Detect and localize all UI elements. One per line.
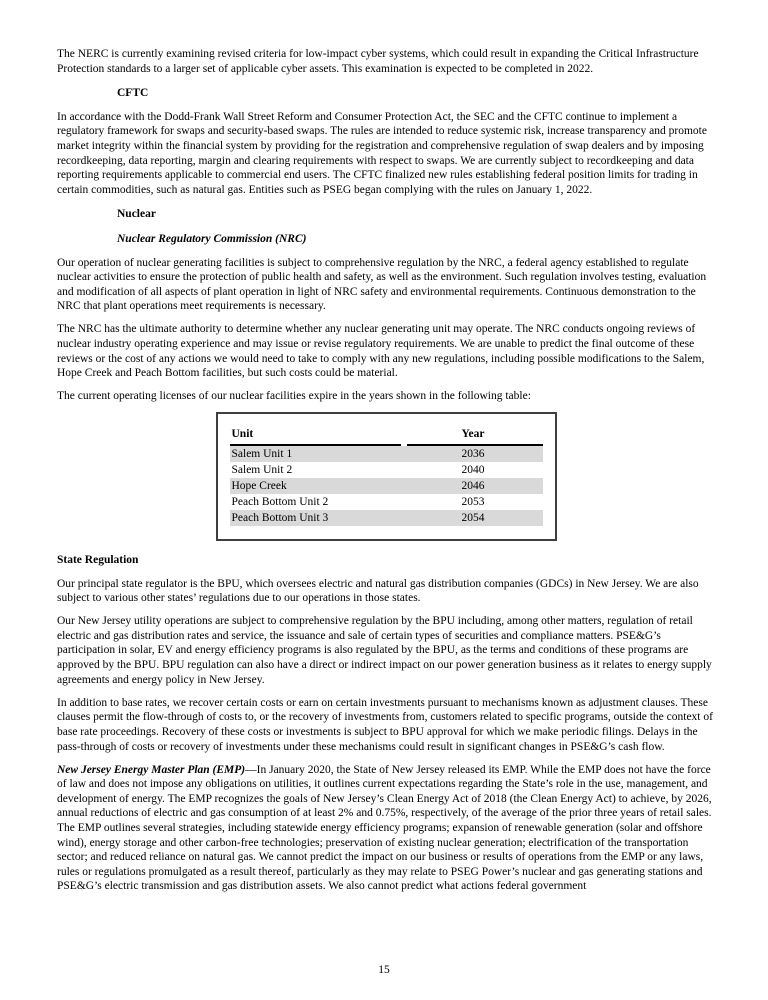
table-row bbox=[230, 446, 543, 462]
year-cell: 2036 bbox=[461, 447, 485, 460]
unit-cell: Peach Bottom Unit 3 bbox=[231, 511, 329, 524]
heading-nrc: Nuclear Regulatory Commission (NRC) bbox=[117, 232, 307, 245]
license-expiration-table bbox=[216, 412, 557, 541]
para-emp bbox=[57, 763, 715, 894]
table-row bbox=[230, 494, 543, 510]
page-number: 15 bbox=[378, 964, 390, 977]
para-table-intro: The current operating licenses of our nuclear facilities expire in the years shown in the following table: bbox=[57, 390, 531, 403]
unit-cell: Peach Bottom Unit 2 bbox=[231, 495, 329, 508]
para-state-2: Our New Jersey utility operations are subject to comprehensive regulation by the BPU including, among other matters, regulation of retail electric and gas distribution rates and service, the issuance and sale of certain types of securities and compliance matters. PSE&G’s participation in solar, EV and energy efficiency programs is also regulated by the BPU, as the terms and conditions of these programs are approved by the BPU. BPU regulation can also have a direct or indirect impact on our power generation business as it relates to energy supply agreements and energy policy in New Jersey. bbox=[57, 615, 712, 686]
unit-cell: Hope Creek bbox=[231, 479, 287, 492]
year-cell: 2040 bbox=[461, 463, 485, 476]
para-nrc-2: The NRC has the ultimate authority to determine whether any nuclear generating unit may operate. The NRC conducts ongoing reviews of nuclear industry operating experience and may issue or revise regulatory requirements. We are unable to predict the final outcome of these reviews or the cost of any actions we would need to take to comply with any new regulations, including possible modifications to the Salem, Hope Creek and Peach Bottom facilities, but such costs could be material. bbox=[57, 323, 705, 380]
column-header-year: Year bbox=[407, 427, 543, 446]
year-cell: 2046 bbox=[461, 479, 485, 492]
heading-state-regulation: State Regulation bbox=[57, 553, 139, 566]
emp-lead-in: New Jersey Energy Master Plan (EMP) bbox=[57, 763, 246, 776]
para-nerc: The NERC is currently examining revised criteria for low-impact cyber systems, which could result in expanding the Critical Infrastructure Protection standards to a larger set of applicable cyber assets. This examination is expected to be completed in 2022. bbox=[57, 48, 699, 75]
table-header-row bbox=[230, 427, 543, 446]
table-row bbox=[230, 462, 543, 478]
para-cftc: In accordance with the Dodd-Frank Wall Street Reform and Consumer Protection Act, the SEC and the CFTC continue to implement a regulatory framework for swaps and security-based swaps. The rules are intended to reduce systemic risk, increase transparency and promote market integrity within the financial system by providing for the registration and comprehensive regulation of swap dealers and by imposing recordkeeping, data reporting, margin and clearing requirements with respect to swaps. We are currently subject to recordkeeping and data reporting requirements applicable to commercial end users. The CFTC finalized new rules establishing federal position limits for trading in certain commodities, such as natural gas. Entities such as PSEG began complying with the rules on January 1, 2022. bbox=[57, 110, 707, 196]
para-state-3: In addition to base rates, we recover certain costs or earn on certain investments pursuant to mechanisms known as adjustment clauses. These clauses permit the flow-through of costs to, or the recovery of investments from, customers related to specific programs, outside the context of base rate proceedings. Recovery of these costs or investments is subject to BPU approval for which we make periodic filings. Delays in the pass-through of costs or recovery of investments under these mechanisms could result in significant changes in PSE&G’s cash flow. bbox=[57, 696, 713, 753]
table-row bbox=[230, 478, 543, 494]
heading-cftc: CFTC bbox=[117, 87, 149, 100]
unit-cell: Salem Unit 2 bbox=[231, 463, 293, 476]
column-header-unit: Unit bbox=[230, 427, 401, 446]
year-cell: 2053 bbox=[461, 495, 485, 508]
para-state-1: Our principal state regulator is the BPU, which oversees electric and natural gas distribution companies (GDCs) in New Jersey. We are also subject to various other states’ regulations due to our operations in those states. bbox=[57, 577, 699, 605]
unit-cell: Salem Unit 1 bbox=[231, 447, 293, 460]
heading-nuclear: Nuclear bbox=[117, 208, 156, 221]
para-nrc-1: Our operation of nuclear generating facilities is subject to comprehensive regulation by the NRC, a federal agency established to regulate nuclear activities to ensure the protection of public health and safety, as well as the environment. Such regulation involves testing, evaluation and modification of all aspects of plant operation in light of NRC safety and environmental requirements. Continuous demonstration to the NRC that plant operations meet requirements is necessary. bbox=[57, 256, 707, 313]
table-row bbox=[230, 510, 543, 526]
year-cell: 2054 bbox=[461, 511, 485, 524]
emp-body-text: —In January 2020, the State of New Jersey released its EMP. While the EMP does not have the force of law and does not impose any obligations on utilities, it outlines current expectations regarding the State’s role in the use, management, and development of energy. The EMP recognizes the goals of New Jersey’s Clean Energy Act of 2018 (the Clean Energy Act) to achieve, by 2026, annual reductions of electric and gas consumption of at least 2% and 0.75%, respectively, of the average of the prior three years of retail sales. The EMP outlines several strategies, including statewide energy efficiency programs; expansion of renewable generation (solar and offshore wind), energy storage and other carbon-free technologies; preservation of existing nuclear generation; electrification of the transportation sector; and reduced reliance on natural gas. We cannot predict the impact on our business or results of operations from the EMP or any laws, rules or regulations promulgated as a result thereof, particularly as they may relate to PSEG Power’s nuclear and gas generating stations and PSE&G’s electric transmission and gas distribution assets. We also cannot predict what actions federal government bbox=[57, 763, 712, 893]
